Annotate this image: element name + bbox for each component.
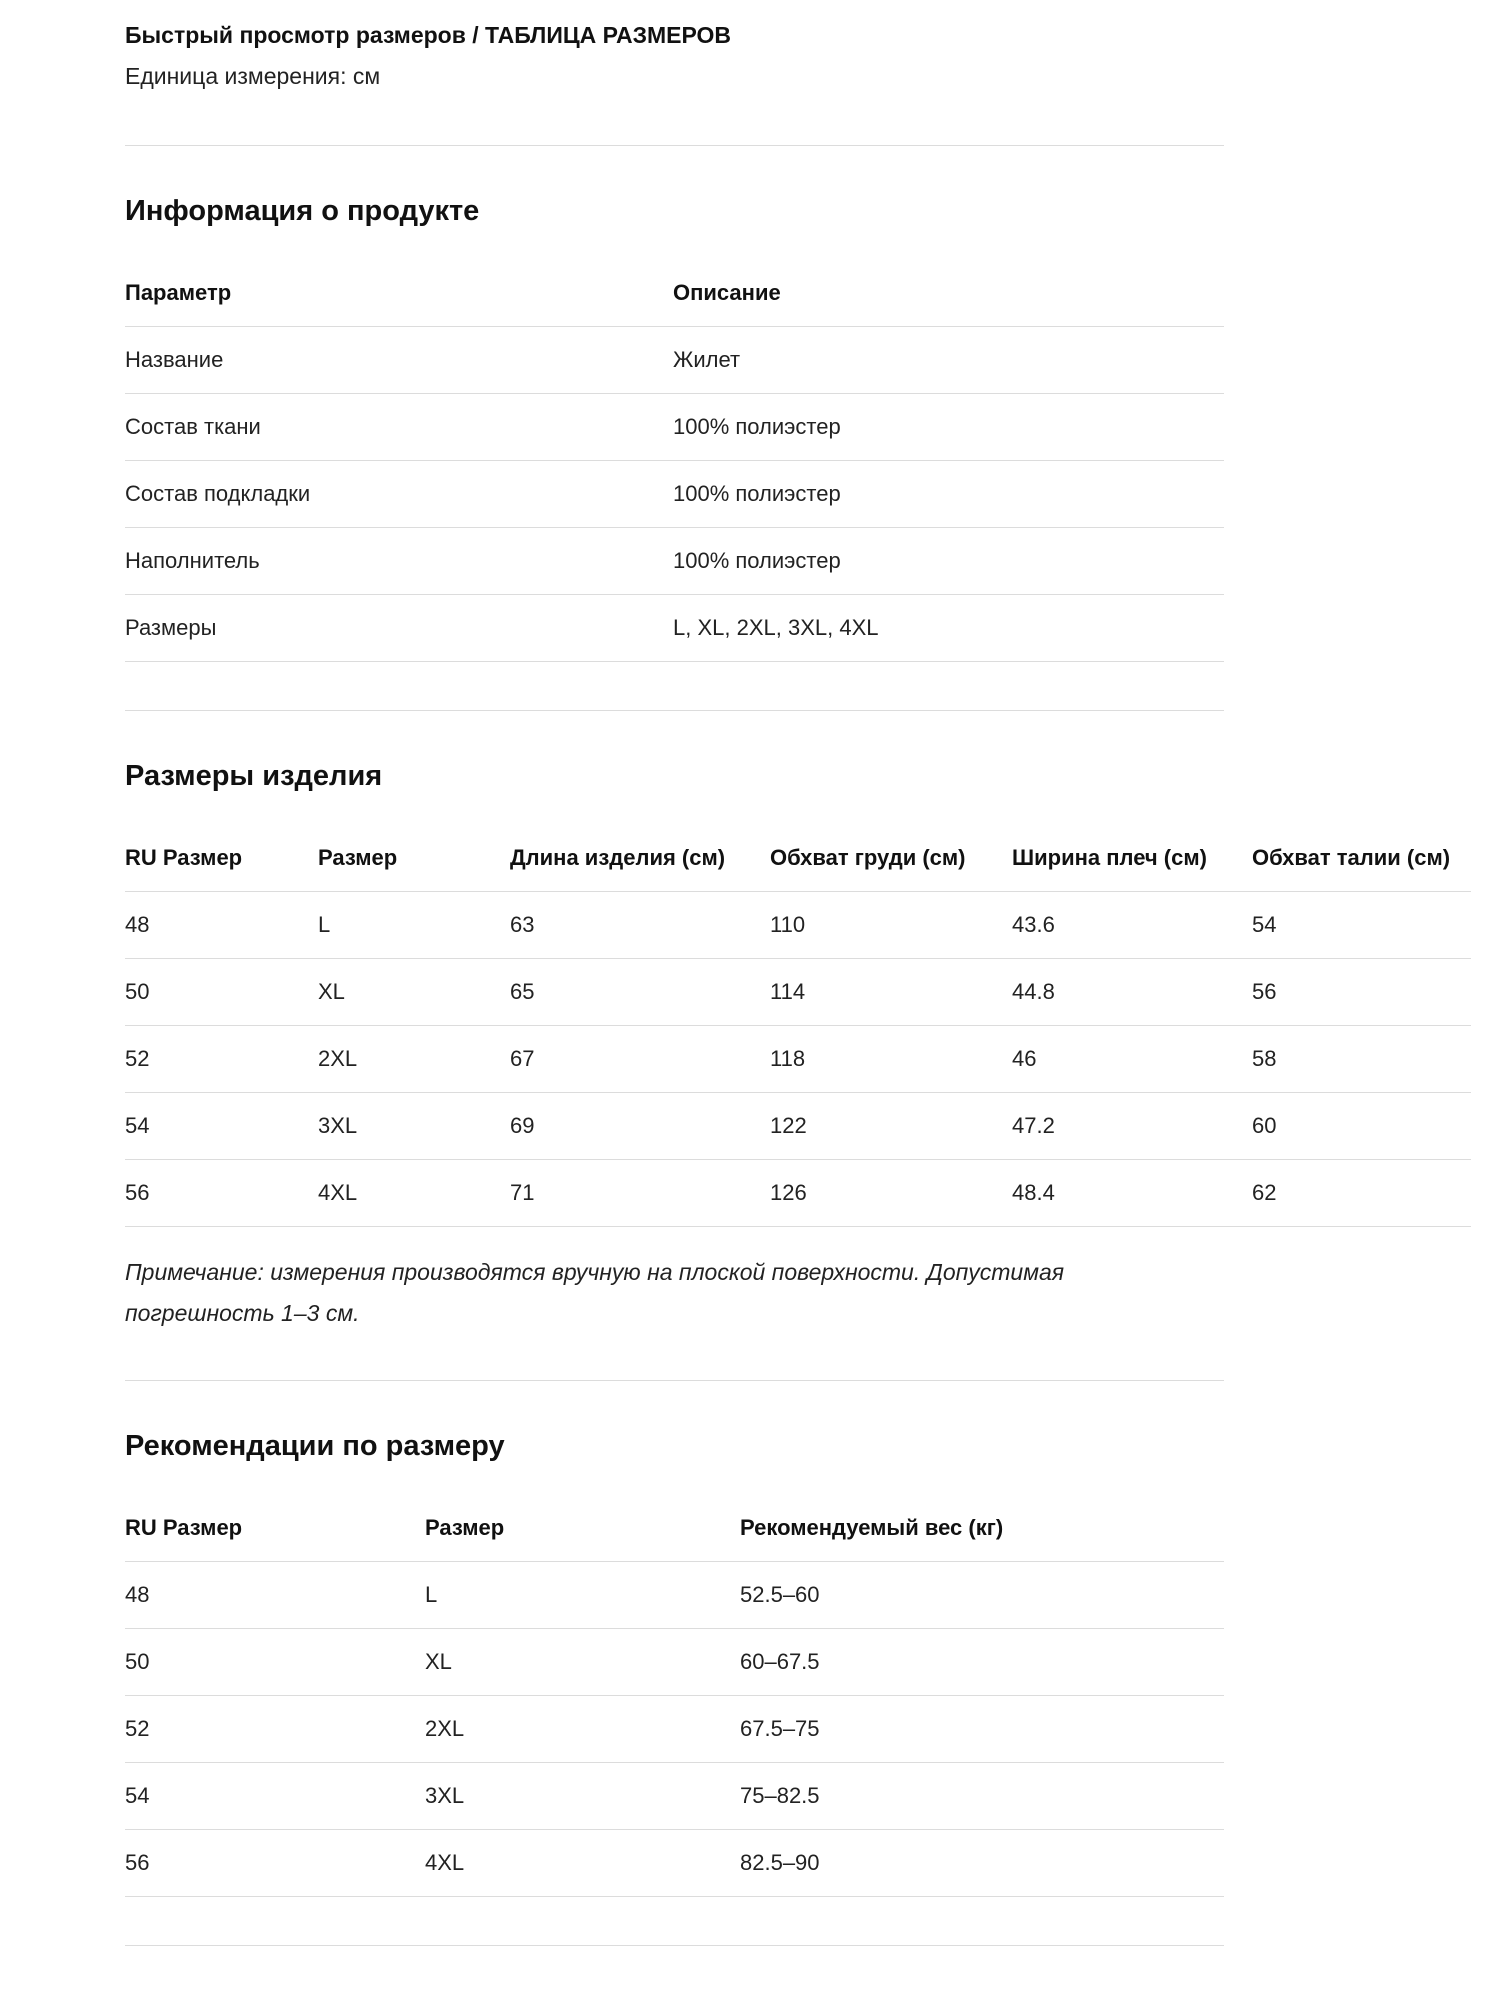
table-cell: 56 bbox=[125, 1850, 150, 1875]
recommendations-title: Рекомендации по размеру bbox=[125, 1430, 505, 1462]
table-cell: 47.2 bbox=[1012, 1113, 1055, 1138]
table-cell: XL bbox=[318, 979, 345, 1004]
row-divider bbox=[125, 1561, 1224, 1562]
table-cell: 2XL bbox=[318, 1046, 358, 1071]
page-title: Быстрый просмотр размеров / ТАБЛИЦА РАЗМЕРОВ bbox=[125, 22, 732, 48]
row-divider bbox=[125, 1092, 1471, 1093]
table-header-cell: Описание bbox=[673, 280, 781, 305]
table-cell: 3XL bbox=[318, 1113, 358, 1138]
product-info-title: Информация о продукте bbox=[125, 195, 480, 227]
table-cell: Состав подкладки bbox=[125, 481, 311, 506]
row-divider bbox=[125, 1025, 1471, 1026]
table-cell: 48 bbox=[125, 912, 150, 937]
table-cell: 82.5–90 bbox=[740, 1850, 820, 1875]
table-cell: Название bbox=[125, 347, 224, 372]
row-divider bbox=[125, 527, 1224, 528]
row-divider bbox=[125, 958, 1471, 959]
table-cell: 54 bbox=[125, 1783, 150, 1808]
table-cell: 54 bbox=[125, 1113, 150, 1138]
table-cell: Размеры bbox=[125, 615, 217, 640]
table-cell: 71 bbox=[510, 1180, 535, 1205]
table-header-cell: Размер bbox=[425, 1515, 505, 1540]
table-header-cell: Ширина плеч (см) bbox=[1012, 845, 1207, 870]
table-cell: 69 bbox=[510, 1113, 535, 1138]
table-cell: 118 bbox=[770, 1046, 806, 1071]
row-divider bbox=[125, 1226, 1471, 1227]
table-cell: 75–82.5 bbox=[740, 1783, 820, 1808]
measurement-note: Примечание: измерения производятся вручную на плоской поверхности. Допустимая погрешность 1–3 см. bbox=[125, 1259, 1065, 1326]
row-divider bbox=[125, 661, 1224, 662]
table-cell: 2XL bbox=[425, 1716, 465, 1741]
table-cell: 122 bbox=[770, 1113, 807, 1138]
table-cell: Состав ткани bbox=[125, 414, 261, 439]
row-divider bbox=[125, 460, 1224, 461]
measurements-title: Размеры изделия bbox=[125, 760, 383, 792]
divider bbox=[125, 1380, 1224, 1381]
table-cell: Наполнитель bbox=[125, 548, 260, 573]
table-cell: 50 bbox=[125, 1649, 150, 1674]
row-divider bbox=[125, 1896, 1224, 1897]
row-divider bbox=[125, 1762, 1224, 1763]
table-cell: 67 bbox=[510, 1046, 535, 1071]
table-cell: 48.4 bbox=[1012, 1180, 1055, 1205]
table-cell: 52 bbox=[125, 1716, 150, 1741]
row-divider bbox=[125, 326, 1224, 327]
table-cell: 100% полиэстер bbox=[673, 414, 841, 439]
table-cell: Жилет bbox=[673, 347, 741, 372]
divider bbox=[125, 710, 1224, 711]
table-cell: 4XL bbox=[318, 1180, 358, 1205]
table-header-cell: RU Размер bbox=[125, 845, 243, 870]
table-cell: 63 bbox=[510, 912, 535, 937]
row-divider bbox=[125, 393, 1224, 394]
table-cell: 110 bbox=[770, 912, 806, 937]
row-divider bbox=[125, 594, 1224, 595]
table-cell: 4XL bbox=[425, 1850, 465, 1875]
table-header-cell: Длина изделия (см) bbox=[510, 845, 726, 870]
table-cell: 56 bbox=[125, 1180, 150, 1205]
table-header-cell: Обхват груди (см) bbox=[770, 845, 966, 870]
table-cell: 48 bbox=[125, 1582, 150, 1607]
table-cell: 50 bbox=[125, 979, 150, 1004]
unit-label: Единица измерения: см bbox=[125, 63, 381, 89]
table-cell: XL bbox=[425, 1649, 452, 1674]
table-cell: 54 bbox=[1252, 912, 1277, 937]
row-divider bbox=[125, 891, 1471, 892]
table-cell: 3XL bbox=[425, 1783, 465, 1808]
table-cell: 126 bbox=[770, 1180, 807, 1205]
table-cell: 44.8 bbox=[1012, 979, 1055, 1004]
table-header-cell: RU Размер bbox=[125, 1515, 243, 1540]
table-cell: 67.5–75 bbox=[740, 1716, 820, 1741]
table-cell: 60–67.5 bbox=[740, 1649, 820, 1674]
divider bbox=[125, 1945, 1224, 1946]
table-cell: 58 bbox=[1252, 1046, 1277, 1071]
row-divider bbox=[125, 1628, 1224, 1629]
table-header-cell: Параметр bbox=[125, 280, 232, 305]
table-cell: 100% полиэстер bbox=[673, 548, 841, 573]
table-cell: 65 bbox=[510, 979, 535, 1004]
row-divider bbox=[125, 1695, 1224, 1696]
table-header-cell: Рекомендуемый вес (кг) bbox=[740, 1515, 1004, 1540]
divider bbox=[125, 145, 1224, 146]
table-header-cell: Обхват талии (см) bbox=[1252, 845, 1451, 870]
table-cell: L bbox=[425, 1582, 438, 1607]
table-cell: L bbox=[318, 912, 331, 937]
row-divider bbox=[125, 1159, 1471, 1160]
table-cell: 100% полиэстер bbox=[673, 481, 841, 506]
table-cell: 43.6 bbox=[1012, 912, 1055, 937]
table-cell: L, XL, 2XL, 3XL, 4XL bbox=[673, 615, 879, 640]
table-cell: 114 bbox=[770, 979, 806, 1004]
table-header-cell: Размер bbox=[318, 845, 398, 870]
table-cell: 60 bbox=[1252, 1113, 1277, 1138]
row-divider bbox=[125, 1829, 1224, 1830]
table-cell: 56 bbox=[1252, 979, 1277, 1004]
table-cell: 62 bbox=[1252, 1180, 1277, 1205]
table-cell: 52 bbox=[125, 1046, 150, 1071]
table-cell: 52.5–60 bbox=[740, 1582, 820, 1607]
table-cell: 46 bbox=[1012, 1046, 1037, 1071]
